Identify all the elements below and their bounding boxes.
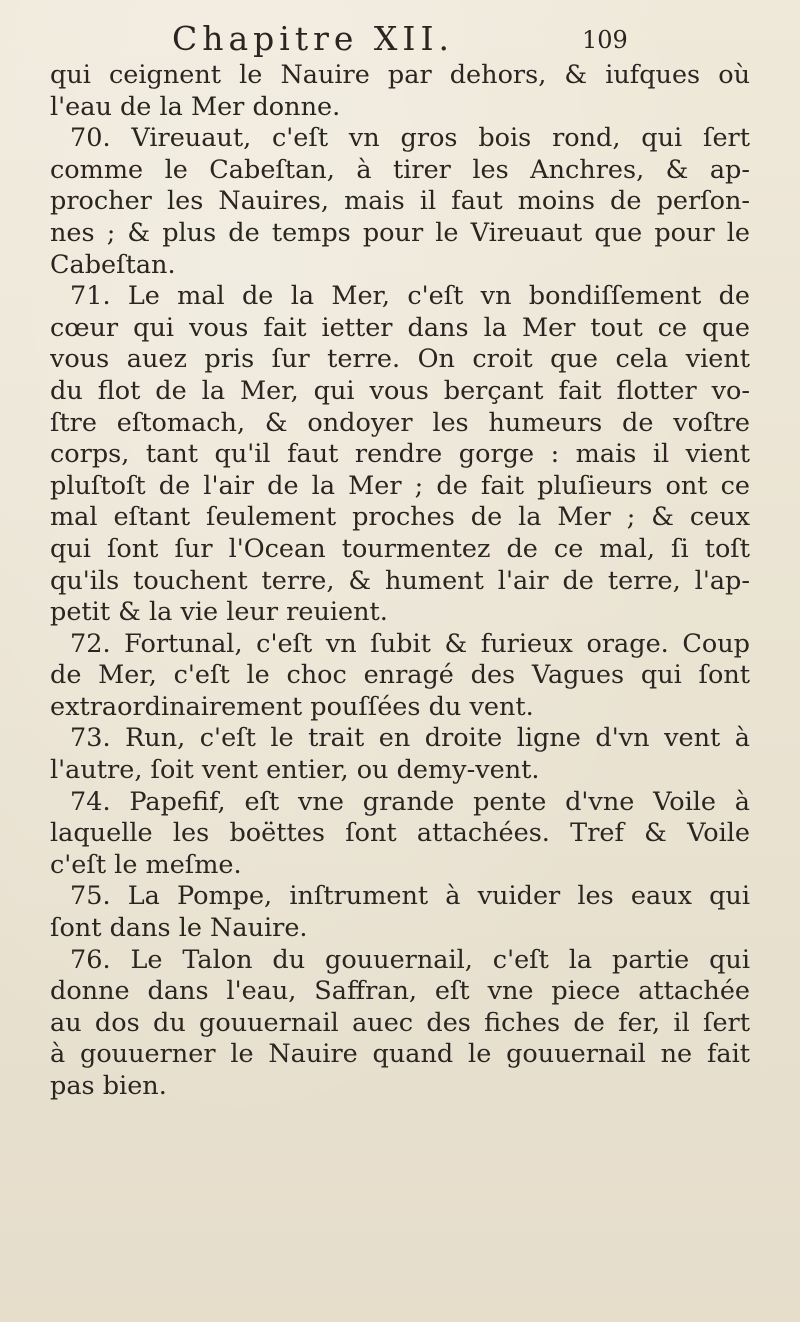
text-line: 74. Papefif, eſt vne grande pente d'vne Voile à <box>70 786 750 817</box>
text-line: de Mer, c'eſt le choc enragé des Vagues qui ſont <box>50 660 750 691</box>
text-line: corps, tant qu'il faut rendre gorge : mais il vient <box>50 439 750 470</box>
text-line: 70. Vireuaut, c'eſt vn gros bois rond, qui ſert <box>70 123 750 154</box>
text-line: 76. Le Talon du gouuernail, c'eſt la partie qui <box>70 944 750 975</box>
text-line: extraordinairement pouſſées du vent. <box>50 691 534 722</box>
text-line: au dos du gouuernail auec des fiches de fer, il ſert <box>50 1007 750 1038</box>
text-line: laquelle les boëttes ſont attachées. Tref & Voile <box>50 818 750 849</box>
text-line: 73. Run, c'eſt le trait en droite ligne d'vn vent à <box>70 723 750 754</box>
text-line: l'autre, ſoit vent entier, ou demy-vent. <box>50 755 540 786</box>
text-line: pas bien. <box>50 1071 167 1101</box>
text-line: nes ; & plus de temps pour le Vireuaut que pour le <box>50 217 750 248</box>
text-line: du flot de la Mer, qui vous berçant fait flotter vo- <box>50 375 750 406</box>
text-line: qu'ils touchent terre, & hument l'air de terre, l'ap- <box>50 565 750 596</box>
text-line: donne dans l'eau, Saffran, eſt vne piece attachée <box>50 976 750 1007</box>
running-title: Chapitre XII. <box>172 19 454 58</box>
text-line: à gouuerner le Nauire quand le gouuernail ne fait <box>50 1039 750 1070</box>
text-line: 71. Le mal de la Mer, c'eſt vn bondiſſement de <box>70 281 750 312</box>
text-line: qui ceignent le Nauire par dehors, & iufques où <box>50 60 750 90</box>
text-line: c'eſt le meſme. <box>50 849 242 880</box>
text-line: comme le Cabeſtan, à tirer les Anchres, & ap- <box>50 154 750 185</box>
text-line: cœur qui vous fait ietter dans la Mer tout ce que <box>50 312 750 343</box>
text-line: 75. La Pompe, inſtrument à vuider les eaux qui <box>70 881 750 912</box>
text-line: l'eau de la Mer donne. <box>50 91 341 122</box>
body-text <box>50 60 750 1103</box>
text-line: 72. Fortunal, c'eſt vn ſubit & furieux orage. Coup <box>70 628 750 659</box>
text-line: petit & la vie leur reuient. <box>50 597 388 628</box>
page-header <box>172 18 712 60</box>
text-line: mal eſtant ſeulement proches de la Mer ; & ceux <box>50 502 750 533</box>
page-number: 109 <box>582 26 628 54</box>
text-line: pluſtoſt de l'air de la Mer ; de fait pluſieurs ont ce <box>50 470 750 501</box>
text-line: Cabeſtan. <box>50 249 176 280</box>
text-line: qui ſont ſur l'Ocean tourmentez de ce mal, ſi toſt <box>50 533 750 564</box>
text-line: procher les Nauires, mais il faut moins de perſon- <box>50 186 750 217</box>
text-line: ſont dans le Nauire. <box>50 913 308 944</box>
text-line: ſtre eſtomach, & ondoyer les humeurs de voſtre <box>50 407 750 438</box>
text-line: vous auez pris ſur terre. On croit que cela vient <box>50 344 750 375</box>
